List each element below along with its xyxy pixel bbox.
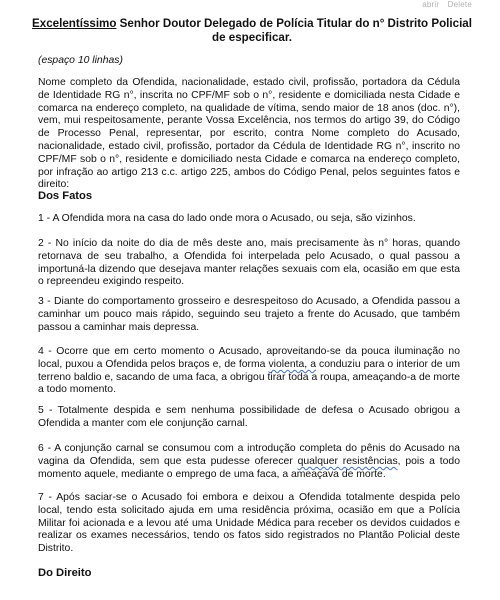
document-title (32, 17, 472, 45)
title-salutation: Excelentíssimo (32, 17, 117, 30)
fact-6 (38, 443, 460, 481)
spellcheck-flag-violenta[interactable]: violenta, a (268, 358, 316, 370)
law-heading: Do Direito (38, 567, 92, 579)
fact-4-text-b: conduziu para o interior de um terreno baldio e, sacando de uma faca, a obrigou tirar toda a roupa, ameaçando-a de morte a todo momento. (38, 358, 460, 396)
spellcheck-flag-resistencias[interactable]: qualquer resistências (297, 455, 398, 467)
fact-4 (38, 346, 460, 397)
fact-1: 1 - A Ofendida mora na casa do lado onde mora o Acusado, ou seja, são vizinhos. (38, 213, 416, 224)
fact-6-text-a: 6 - A conjunção carnal se consumou com a introdução completa do pênis do Acusado na vagina da Ofendida, sem que esta pudesse oferecer (38, 443, 460, 467)
title-line-1: Senhor Doutor Delegado de Polícia Titular do n° Distrito Policial (116, 17, 472, 30)
facts-heading: Dos Fatos (38, 190, 93, 202)
spacing-note: (espaço 10 linhas) (38, 55, 123, 66)
faded-toolbar (416, 0, 472, 9)
fact-5: 5 - Totalmente despida e sem nenhuma possibilidade de defesa o Acusado obrigou a Ofendida a manter com ele conjunção carnal. (38, 405, 460, 429)
open-link[interactable]: abrir (422, 0, 440, 9)
title-line-2: de especificar. (212, 31, 292, 44)
fact-3: 3 - Diante do comportamento grosseiro e desrespeitoso do Acusado, a Ofendida passou a caminhar um pouco mais rápido, seguindo seu trajeto a frente do Acusado, que também passou a caminhar mais depressa. (38, 296, 460, 333)
fact-4-text-a: 4 - Ocorre que em certo momento o Acusado, aproveitando-se da pouca iluminação no local, puxou a Ofendida pelos braços e, de forma (38, 346, 460, 370)
delete-link[interactable]: Delete (447, 0, 472, 9)
fact-7: 7 - Após saciar-se o Acusado foi embora e deixou a Ofendida totalmente despida pelo local, tendo esta solicitado ajuda em uma residência próxima, ocasião em que a Polícia Militar foi acionada e a levou até uma Unidade Médica para receber os devidos cuidados e realizar os exames necessários, tendo os fatos sido registrados no Plantão Policial deste Distrito. (38, 492, 460, 555)
fact-2: 2 - No início da noite do dia de mês deste ano, mais precisamente às n° horas, quando retornava de seu trabalho, a Ofendida foi interpelada pelo Acusado, o qual passou a importuná-la dizendo que desejava manter relações sexuais com ela, ocasião em que esta o repreendeu exigindo respeito. (38, 238, 460, 288)
fact-6-text-b: , pois a todo momento aquele, mediante o emprego de uma faca, a ameaçava de morte. (38, 455, 460, 480)
intro-paragraph: Nome completo da Ofendida, nacionalidade, estado civil, profissão, portadora da Cédula de Identidade RG n°, inscrita no CPF/MF sob o n°, residente e domiciliada nesta Cidade e comarca na endereço completo, na qualidade de vítima, sendo maior de 18 anos (doc. n°), vem, mui respeitosamente, perante Vossa Excelência, nos termos do artigo 39, do Código de Processo Penal, representar, por escrito, contra Nome completo do Acusado, nacionalidade, estado civil, profissão, portador da Cédula de Identidade RG n°, inscrito no CPF/MF sob o n°, residente e domiciliado nesta Cidade e comarca na endereço completo, por infração ao artigo 213 c.c. artigo 225, ambos do Código Penal, pelos seguintes fatos e direito: (38, 77, 460, 191)
